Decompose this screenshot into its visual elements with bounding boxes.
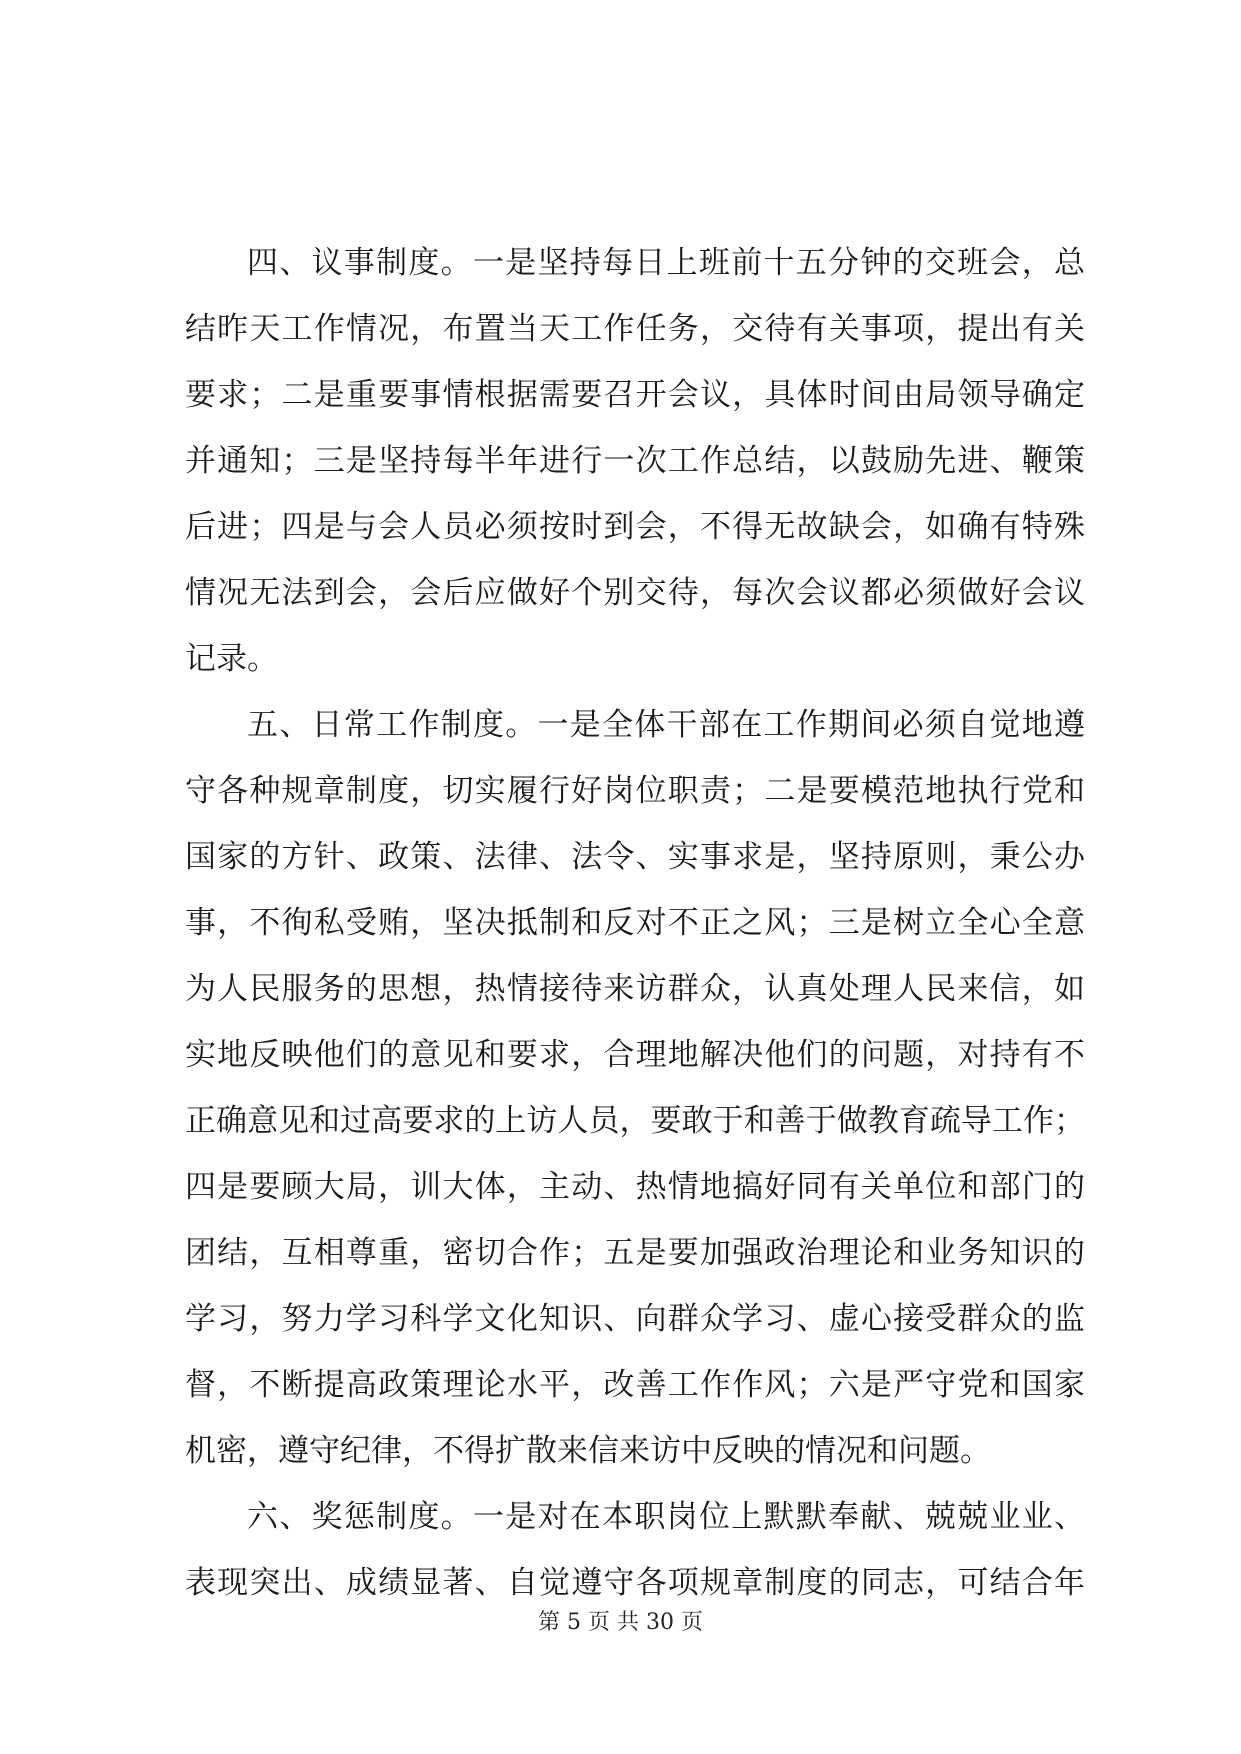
paragraph-4-line-5: 后进；四是与会人员必须按时到会，不得无故缺会，如确有特殊 [185,509,1085,545]
paragraph-5-line-2: 守各种规章制度，切实履行好岗位职责；二是要模范地执行党和 [185,773,1085,809]
paragraph-5-line-3: 国家的方针、政策、法律、法令、实事求是，坚持原则，秉公办 [185,839,1085,875]
page-number-footer: 第 5 页 共 30 页 [538,1610,703,1635]
paragraph-5-line-1: 五、日常工作制度。一是全体干部在工作期间必须自觉地遵 [247,707,1085,743]
paragraph-4-line-7: 记录。 [185,641,278,677]
paragraph-6-line-2: 表现突出、成绩显著、自觉遵守各项规章制度的同志，可结合年 [185,1565,1085,1601]
paragraph-6-line-1: 六、奖惩制度。一是对在本职岗位上默默奉献、兢兢业业、 [247,1499,1085,1535]
paragraph-5-line-11: 督，不断提高政策理论水平，改善工作作风；六是严守党和国家 [185,1367,1085,1403]
paragraph-4-line-2: 结昨天工作情况，布置当天工作任务，交待有关事项，提出有关 [185,311,1085,347]
paragraph-5-line-12: 机密，遵守纪律，不得扩散来信来访中反映的情况和问题。 [185,1433,991,1469]
paragraph-4-line-4: 并通知；三是坚持每半年进行一次工作总结，以鼓励先进、鞭策 [185,443,1085,479]
paragraph-5-line-8: 四是要顾大局，训大体，主动、热情地搞好同有关单位和部门的 [185,1169,1085,1205]
paragraph-4-line-6: 情况无法到会，会后应做好个别交待，每次会议都必须做好会议 [185,575,1085,611]
paragraph-5-line-9: 团结，互相尊重，密切合作；五是要加强政治理论和业务知识的 [185,1235,1085,1271]
paragraph-5-line-4: 事，不徇私受贿，坚决抵制和反对不正之风；三是树立全心全意 [185,905,1085,941]
paragraph-5-line-7: 正确意见和过高要求的上访人员，要敢于和善于做教育疏导工作； [185,1103,1085,1139]
paragraph-5-line-10: 学习，努力学习科学文化知识、向群众学习、虚心接受群众的监 [185,1301,1085,1337]
paragraph-5-line-5: 为人民服务的思想，热情接待来访群众，认真处理人民来信，如 [185,971,1085,1007]
document-body [185,230,1085,1616]
paragraph-4-line-3: 要求；二是重要事情根据需要召开会议，具体时间由局领导确定 [185,377,1085,413]
paragraph-5-line-6: 实地反映他们的意见和要求，合理地解决他们的问题，对持有不 [185,1037,1085,1073]
paragraph-4-line-1: 四、议事制度。一是坚持每日上班前十五分钟的交班会，总 [247,245,1085,281]
